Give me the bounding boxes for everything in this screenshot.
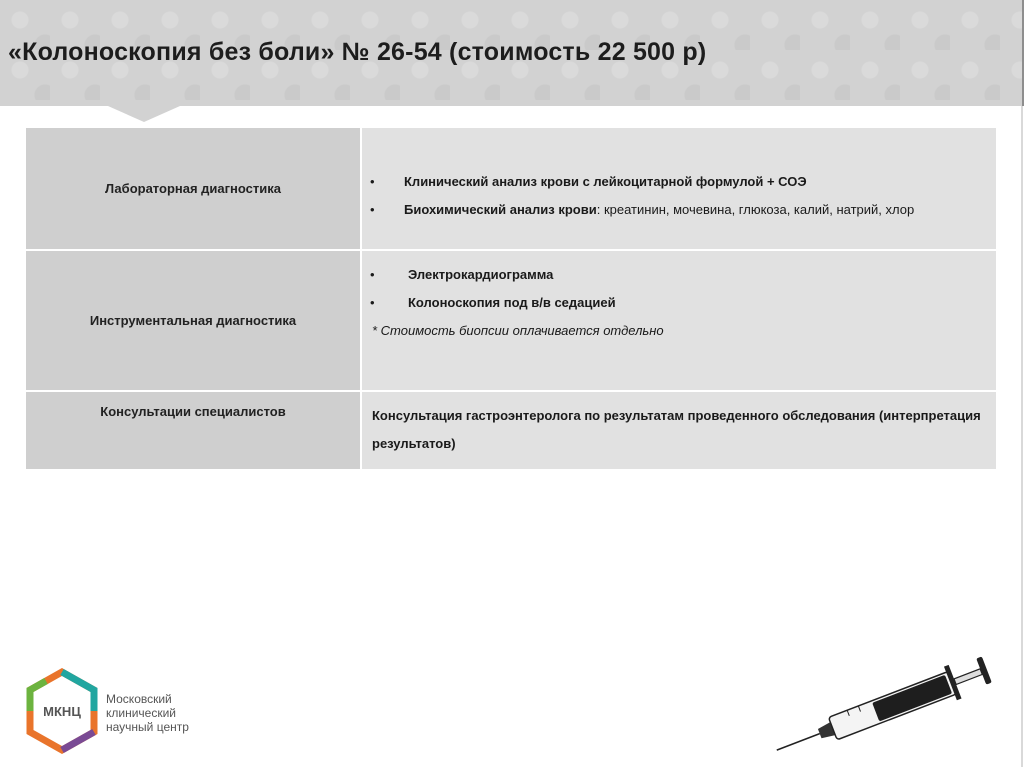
consultation-text: Консультация гастроэнтеролога по результатам проведенного обследования (интерпретация результатов) [372, 408, 981, 451]
right-border [1021, 106, 1023, 767]
page-title: «Колоноскопия без боли» № 26-54 (стоимость 22 500 р) [8, 38, 707, 66]
org-line: Московский [106, 692, 172, 706]
table-row [25, 391, 997, 470]
procedure-name: Колоноскопия под в/в седацией [408, 295, 616, 310]
header-notch [108, 106, 180, 122]
org-line: научный центр [106, 720, 189, 734]
category-cell: Инструментальная диагностика [25, 250, 361, 391]
logo-abbreviation: МКНЦ [43, 704, 81, 719]
category-cell: Лабораторная диагностика [25, 127, 361, 250]
biopsy-note: * Стоимость биопсии оплачивается отдельно [372, 323, 664, 338]
bullet: • [370, 174, 375, 189]
plunger-rod [954, 669, 982, 685]
services-table [24, 126, 998, 471]
hexagon-logo-icon [24, 668, 100, 758]
organization-logo [24, 668, 204, 758]
bullet: • [370, 267, 375, 282]
lab-tests-list [362, 128, 996, 224]
list-item [362, 261, 996, 289]
list-item [362, 196, 996, 224]
org-line: клинический [106, 706, 177, 720]
details-cell [361, 127, 997, 250]
list-item [362, 289, 996, 317]
details-cell [361, 391, 997, 470]
organization-name [106, 692, 189, 734]
lab-test-details: : креатинин, мочевина, глюкоза, калий, натрий, хлор [596, 202, 915, 217]
procedure-name: Электрокардиограмма [408, 267, 554, 282]
lab-test-name: Биохимический анализ крови [404, 202, 597, 217]
syringe-illustration [760, 642, 1010, 758]
details-cell [361, 250, 997, 391]
lab-test-name: Клинический анализ крови с лейкоцитарной формулой + СОЭ [404, 174, 807, 189]
category-cell: Консультации специалистов [25, 391, 361, 470]
bullet: • [370, 295, 375, 310]
table-row [25, 250, 997, 391]
needle [777, 734, 820, 750]
instrumental-list [362, 251, 996, 317]
table-row [25, 127, 997, 250]
bullet: • [370, 202, 375, 217]
list-item [362, 168, 996, 196]
